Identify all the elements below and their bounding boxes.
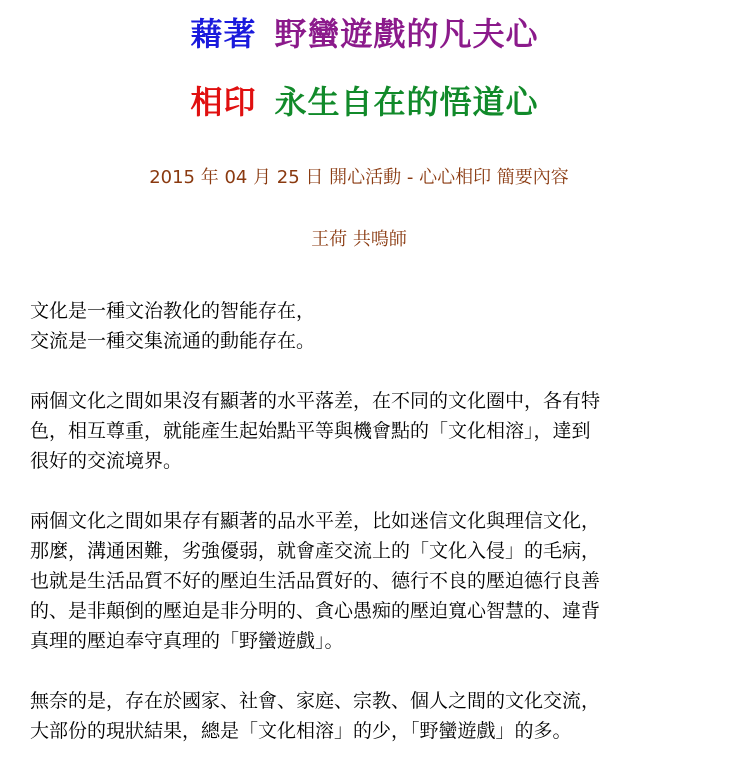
title-line-1 bbox=[0, 14, 729, 54]
body-content bbox=[30, 296, 700, 776]
event-subtitle: 2015 年 04 月 25 日 開心活動 - 心心相印 簡要內容 bbox=[149, 167, 569, 188]
title-line-2 bbox=[0, 82, 729, 122]
paragraph-line: 交流是一種交集流通的動能存在。 bbox=[30, 330, 316, 352]
title-line-1-main: 野蠻遊戲的凡夫心 bbox=[274, 15, 539, 53]
paragraph-line: 無奈的是，存在於國家、社會、家庭、宗教、個人之間的文化交流， bbox=[30, 690, 601, 712]
title-line-2-main: 永生自在的悟道心 bbox=[274, 83, 539, 121]
paragraph-line: 色，相互尊重，就能產生起始點平等與機會點的「文化相溶」，達到 bbox=[30, 420, 591, 442]
paragraph-line: 也就是生活品質不好的壓迫生活品質好的、德行不良的壓迫德行良善 bbox=[30, 570, 601, 592]
title-line-2-prefix: 相印 bbox=[190, 83, 257, 121]
paragraph-line: 大部份的現狀結果，總是「文化相溶」的少，「野蠻遊戲」的多。 bbox=[30, 720, 572, 742]
paragraph-line: 兩個文化之間如果沒有顯著的水平落差，在不同的文化圈中，各有特 bbox=[30, 390, 601, 412]
paragraph-line: 真理的壓迫奉守真理的「野蠻遊戲」。 bbox=[30, 630, 344, 652]
paragraph-line: 兩個文化之間如果存有顯著的品水平差，比如迷信文化與理信文化， bbox=[30, 510, 601, 532]
paragraph-line: 那麼，溝通困難，劣強優弱，就會產交流上的「文化入侵」的毛病， bbox=[30, 540, 601, 562]
paragraph-line: 的、是非顛倒的壓迫是非分明的、貪心愚痴的壓迫寬心智慧的、違背 bbox=[30, 600, 601, 622]
paragraph bbox=[30, 686, 700, 746]
paragraph bbox=[30, 506, 700, 656]
paragraph-line: 很好的交流境界。 bbox=[30, 450, 183, 472]
author-line: 王荷 共鳴師 bbox=[311, 229, 407, 250]
paragraph bbox=[30, 296, 700, 356]
title-line-1-prefix: 藉著 bbox=[190, 15, 257, 53]
paragraph bbox=[30, 386, 700, 476]
paragraph-line: 文化是一種文治教化的智能存在， bbox=[30, 300, 316, 322]
